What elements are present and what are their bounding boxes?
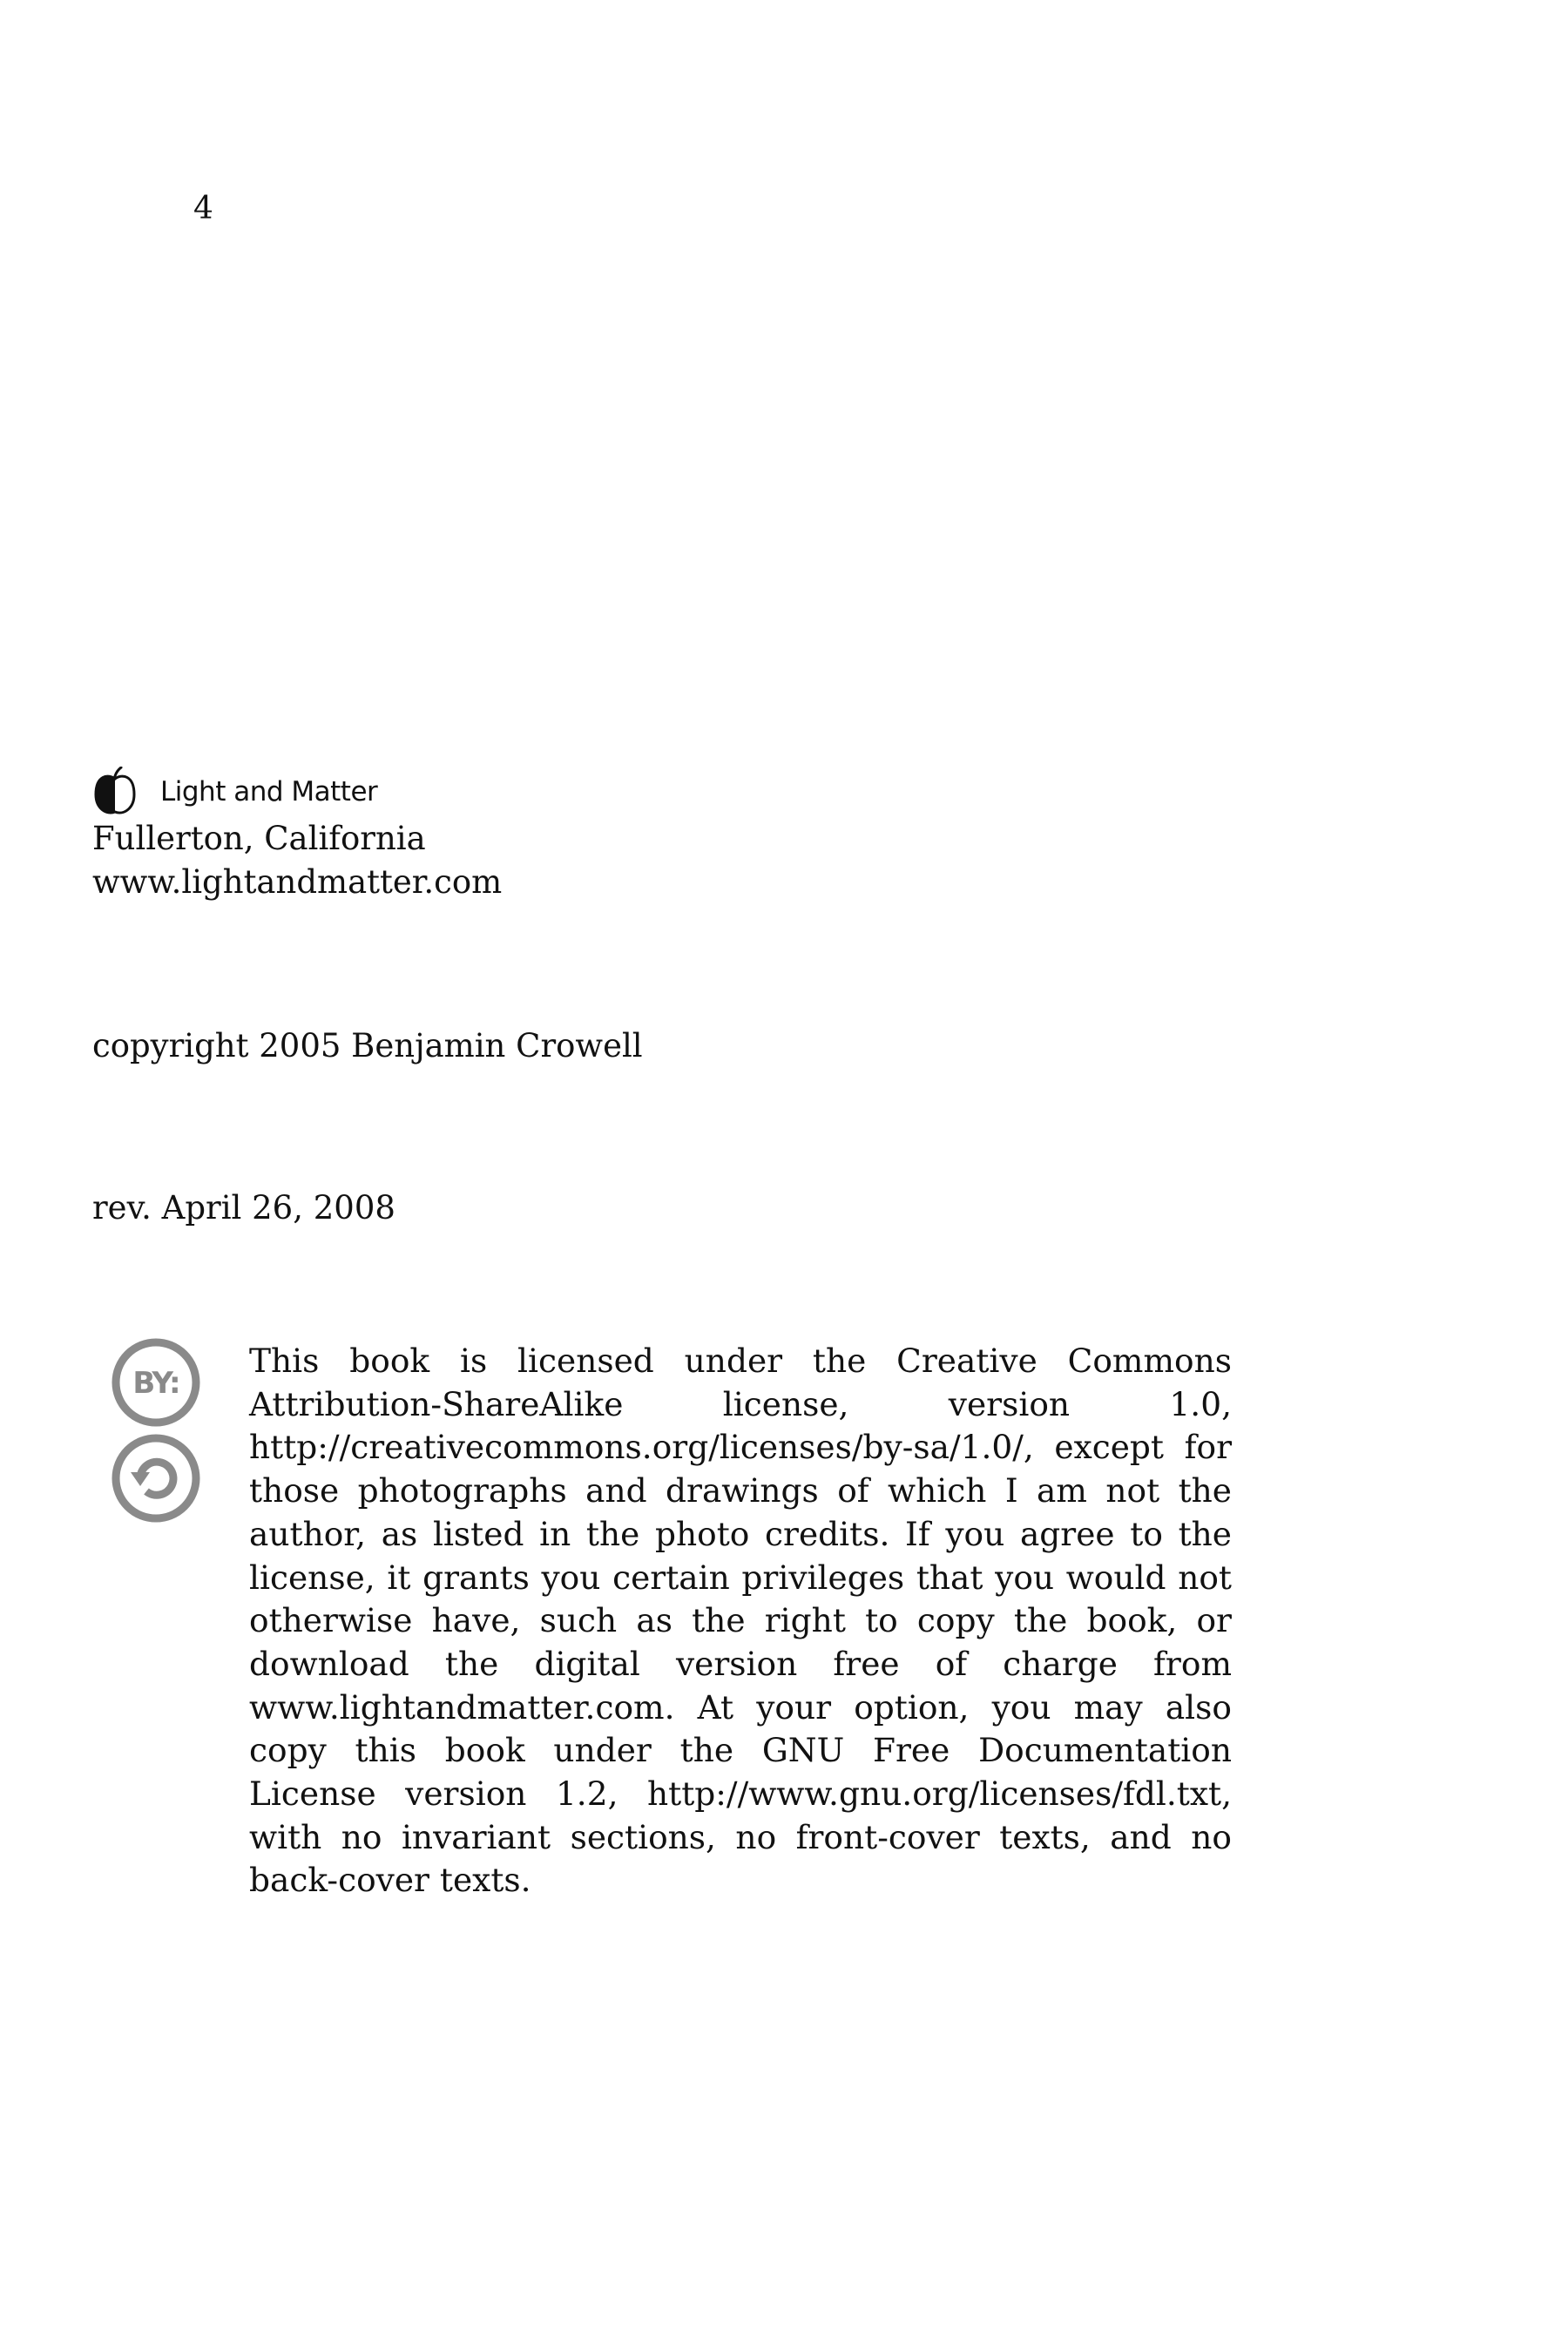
publisher-location: Fullerton, California [92,820,426,857]
apple-logo-icon [92,767,138,817]
publisher-logo-row [92,767,876,817]
publisher-website[interactable]: www.lightandmatter.com [92,863,503,901]
license-paragraph: This book is licensed under the Creative Commons Attribution-ShareAlike license, version 1.0, http://creativecommons.org/licenses/by-sa/1.0/, except for those photographs and drawings of which I am not the author, as listed in the photo credits. If you agree to the license, it grants you certain privileges that you would not otherwise have, such as the right to copy the book, or download the digital version free of charge from www.lightandmatter.com. At your option, you may also copy this book under the GNU Free Documentation License version 1.2, http://www.gnu.org/licenses/fdl.txt, with no invariant sections, no front-cover texts, and no back-cover texts. [249,1342,1232,1900]
cc-by-label: BY: [132,1366,179,1401]
cc-share-alike-icon [112,1434,200,1523]
license-badges [112,1338,200,1523]
cc-by-icon [112,1338,200,1427]
revision-date: rev. April 26, 2008 [92,1189,395,1227]
publisher-block [92,767,876,904]
copyright-notice: copyright 2005 Benjamin Crowell [92,1027,643,1064]
publisher-name: Light and Matter [160,776,378,808]
page-number: 4 [193,191,213,226]
